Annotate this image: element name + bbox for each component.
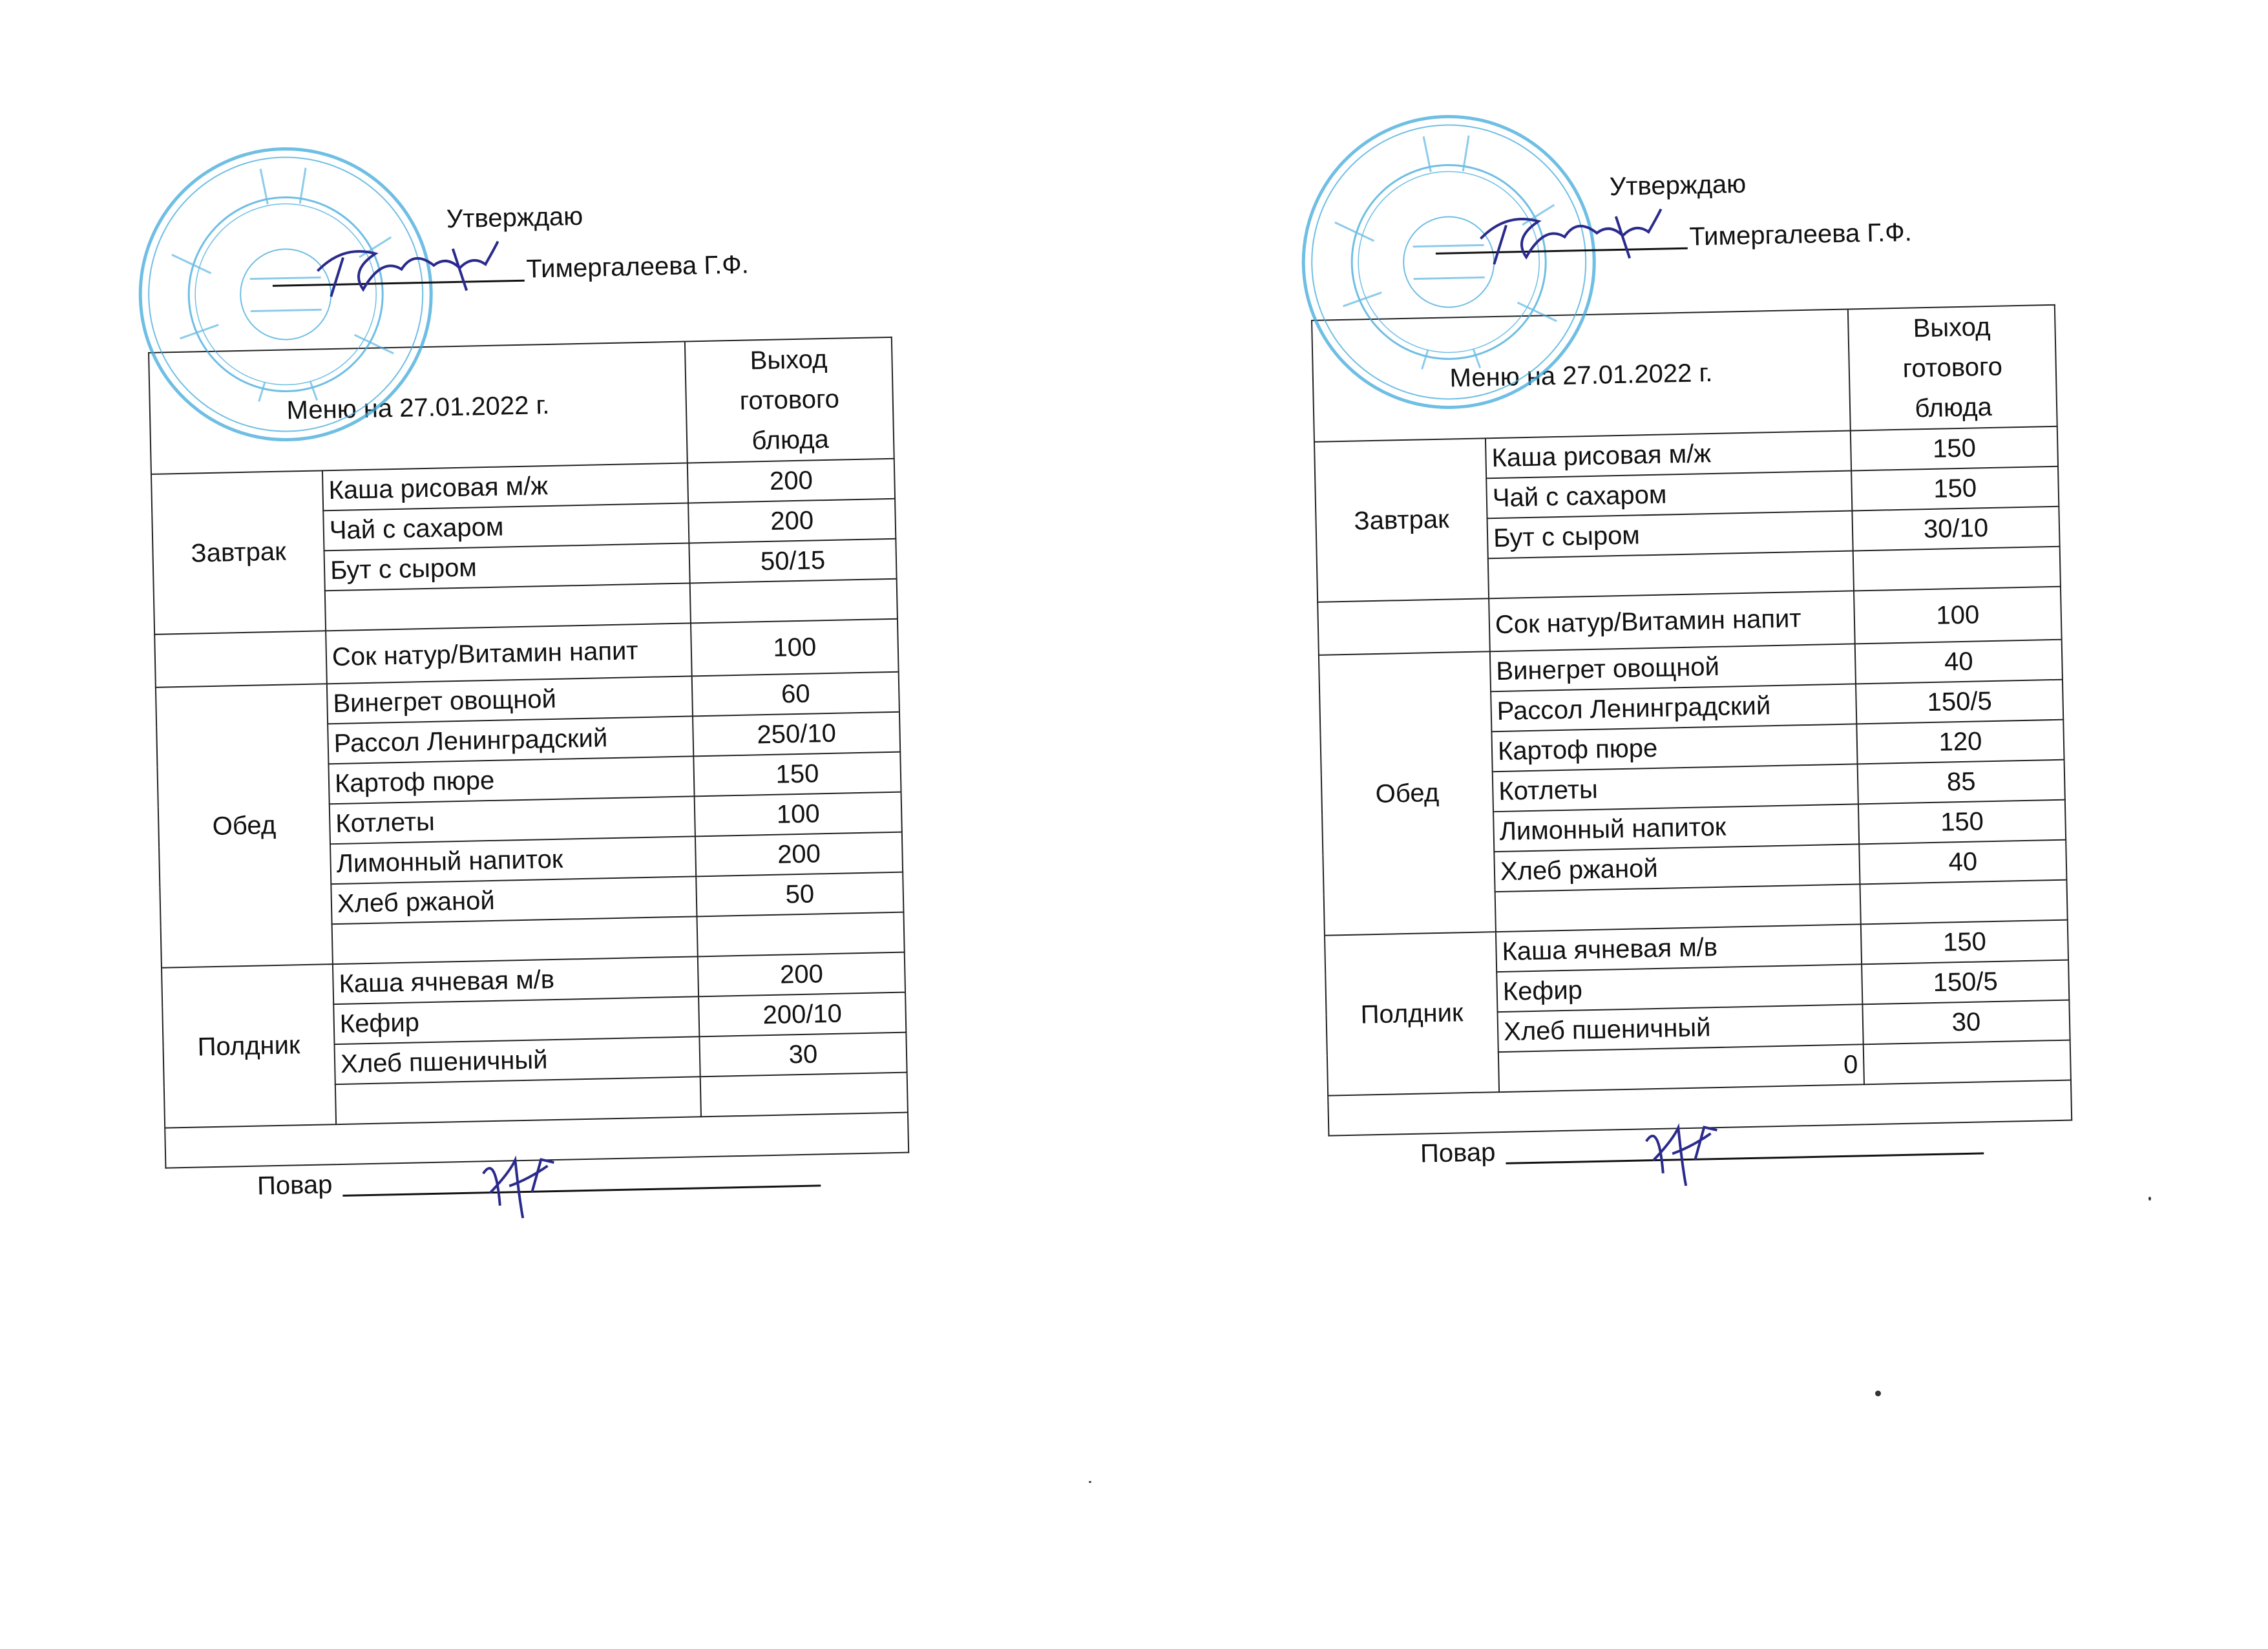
dish-output: 250/10: [693, 712, 900, 757]
dish-output: 85: [1858, 760, 2065, 804]
scan-speck: [1875, 1391, 1881, 1396]
dish-name: Каша рисовая м/ж: [1486, 431, 1851, 479]
dish-output: 30/10: [1852, 507, 2059, 551]
dish-name: Котлеты: [1493, 764, 1858, 812]
dish-output: [697, 912, 905, 957]
dish-output: 40: [1855, 640, 2063, 684]
menu-table: [1311, 304, 2072, 1168]
menu-sheet-right: [1308, 149, 2071, 1168]
dish-output: 30: [699, 1033, 907, 1077]
meal-name: [1318, 598, 1490, 655]
dish-output: 200/10: [698, 993, 906, 1037]
cook-label: Повар: [257, 1170, 333, 1201]
approver-name: Тимергалеева Г.Ф.: [1689, 218, 1913, 251]
meal-name: Завтрак: [151, 470, 326, 634]
output-header: [1848, 305, 2057, 431]
scan-speck: [2148, 1197, 2151, 1201]
dish-name: Хлеб ржаной: [331, 876, 697, 924]
approver-name: Тимергалеева Г.Ф.: [526, 250, 750, 284]
dish-name: Каша ячневая м/в: [1496, 924, 1862, 972]
meal-name: Полдник: [1325, 932, 1499, 1095]
dish-output: 150: [693, 752, 901, 797]
dish-name: 0: [1498, 1044, 1864, 1092]
cook-signature-line: [1506, 1152, 1984, 1164]
dish-output: 50/15: [689, 539, 896, 583]
dish-name: [325, 583, 691, 631]
dish-name: Кефир: [333, 996, 699, 1044]
dish-name: Сок натур/Витамин напит: [1489, 591, 1855, 651]
dish-name: Кефир: [1496, 964, 1862, 1012]
meal-name: [154, 631, 327, 688]
approve-label: Утверждаю: [1609, 169, 1747, 202]
dish-name: Рассол Ленинградский: [1491, 684, 1856, 731]
dish-name: Лимонный напиток: [1493, 804, 1859, 852]
dish-output: 100: [1854, 587, 2062, 644]
menu-title: Меню на 27.01.2022 г.: [1312, 310, 1851, 442]
dish-output: 200: [698, 952, 905, 997]
dish-name: Котлеты: [330, 796, 695, 844]
dish-name: Рассол Ленинградский: [328, 716, 693, 764]
dish-output: 150: [1858, 800, 2066, 845]
approval-block: [145, 182, 891, 352]
dish-output: 40: [1859, 840, 2066, 885]
scan-speck: [1089, 1481, 1091, 1483]
meal-name: Обед: [156, 684, 333, 967]
dish-output: 150: [1851, 467, 2059, 511]
dish-name: Картоф пюре: [1491, 724, 1857, 772]
director-signature-icon: [304, 228, 505, 303]
dish-name: Лимонный напиток: [330, 836, 696, 884]
approve-label: Утверждаю: [446, 202, 583, 234]
output-header-line: готового: [1902, 352, 2003, 383]
dish-name: Чай с сахаром: [1486, 470, 1852, 518]
dish-name: Каша ячневая м/в: [333, 956, 698, 1004]
dish-name: [1488, 551, 1854, 598]
output-header-line: блюда: [1915, 392, 1993, 423]
dish-name: Сок натур/Витамин напит: [326, 623, 692, 684]
dish-output: 200: [688, 499, 896, 543]
cook-signature-icon: [470, 1133, 569, 1232]
menu-table: [148, 337, 909, 1201]
dish-output: [1853, 547, 2061, 591]
dish-name: Чай с сахаром: [323, 503, 689, 551]
output-header-line: Выход: [1913, 312, 1991, 343]
output-header: [685, 337, 894, 463]
dish-output: 30: [1862, 1000, 2070, 1045]
dish-name: Бут с сыром: [1487, 510, 1853, 558]
output-header-line: блюда: [751, 425, 830, 456]
dish-output: [690, 579, 898, 624]
dish-output: 50: [696, 872, 903, 917]
director-signature-icon: [1467, 196, 1668, 271]
dish-output: 200: [688, 459, 895, 503]
dish-name: Винегрет овощной: [327, 676, 693, 724]
dish-output: 120: [1856, 720, 2064, 764]
dish-name: Хлеб ржаной: [1494, 844, 1860, 892]
dish-output: 100: [691, 619, 899, 677]
dish-output: [700, 1073, 908, 1117]
approval-block: [1308, 149, 2054, 320]
dish-name: [335, 1077, 701, 1124]
dish-name: Картоф пюре: [328, 756, 694, 804]
cook-signature-icon: [1633, 1101, 1732, 1200]
dish-name: Винегрет овощной: [1490, 644, 1856, 691]
dish-output: 200: [695, 832, 903, 877]
dish-output: 150: [1861, 920, 2068, 965]
meal-name: Обед: [1319, 651, 1496, 935]
dish-output: 100: [695, 792, 902, 837]
dish-name: Бут с сыром: [324, 543, 690, 591]
dish-output: [1864, 1040, 2071, 1085]
dish-output: [1860, 880, 2068, 925]
cook-signature-line: [342, 1184, 821, 1196]
dish-output: 150/5: [1862, 960, 2069, 1005]
meal-name: Полдник: [162, 964, 336, 1128]
output-header-line: Выход: [750, 344, 828, 375]
dish-output: 150: [1851, 426, 2058, 471]
menu-sheet-left: [145, 182, 908, 1201]
dish-name: Каша рисовая м/ж: [322, 463, 688, 511]
menu-title: Меню на 27.01.2022 г.: [149, 342, 688, 474]
meal-name: Завтрак: [1314, 438, 1489, 602]
dish-output: 60: [692, 672, 899, 717]
dish-output: 150/5: [1856, 680, 2063, 724]
output-header-line: готового: [739, 384, 840, 415]
cook-label: Повар: [1420, 1138, 1496, 1168]
dish-name: Хлеб пшеничный: [335, 1036, 700, 1084]
dish-name: Хлеб пшеничный: [1498, 1004, 1864, 1052]
